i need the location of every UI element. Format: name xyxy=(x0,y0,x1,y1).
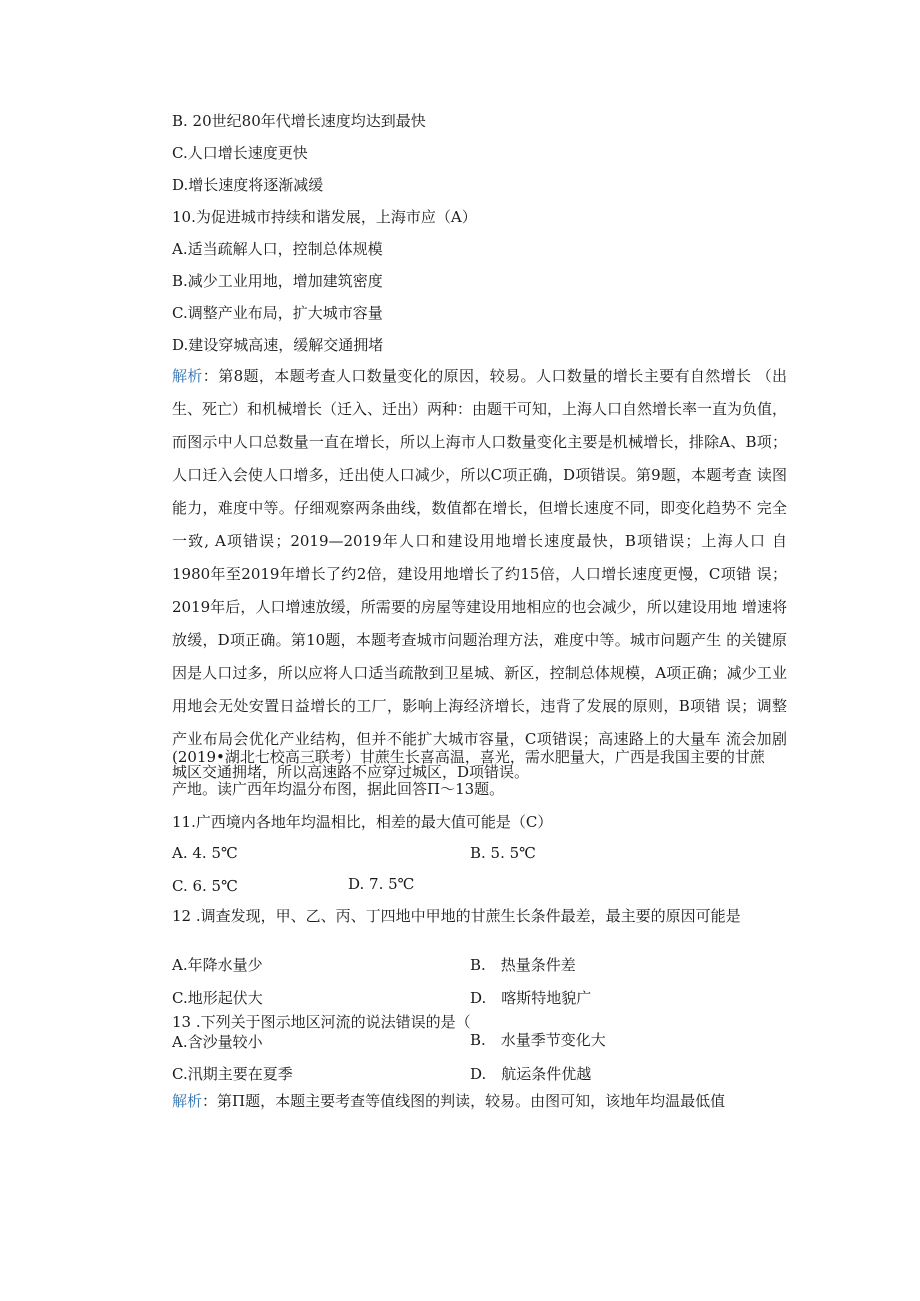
q10-option-a: A.适当疏解人口，控制总体规模 xyxy=(172,240,383,258)
q10-option-d: D.建设穿城高速，缓解交通拥堵 xyxy=(172,336,384,354)
q13-option-a: A.含沙量较小 xyxy=(172,1033,263,1051)
q13-stem: 13 .下列关于图示地区河流的说法错误的是（ xyxy=(172,1013,471,1031)
q12-option-a: A.年降水量少 xyxy=(172,956,263,974)
q12-stem: 12 .调查发现，甲、乙、丙、丁四地中甲地的甘蔗生长条件最差，最主要的原因可能是 xyxy=(172,907,741,925)
q12-option-d: D. 喀斯特地貌广 xyxy=(470,989,592,1007)
q12-option-c: C.地形起伏大 xyxy=(172,989,263,1007)
q12-option-b: B. 热量条件差 xyxy=(470,956,576,974)
q10-option-c: C.调整产业布局，扩大城市容量 xyxy=(172,304,383,322)
analysis-paragraph-2 xyxy=(172,1091,725,1111)
analysis-paragraph-1 xyxy=(172,360,787,789)
analysis-text: ：第8题，本题考查人口数量变化的原因，较易。人口数量的增长主要有自然增长 （出生、死亡）和机械增长（迁入、迁出）两种：由题干可知，上海人口自然增长率一直为负值，而图示中人口总数量一直在增长，所以上海市人口数量变化主要是机械增长，排除A、B项；人口迁入会使人口增多，迁出使人口减少，所以C项正确，D项错误。第9题，本题考查 读图能力，难度中等。仔细观察两条曲线，数值都在增长，但增长速度不同，即变化趋势不 完全一致, A项错误；2019—2019年人口和建设用地增长速度最快，B项错误；上海人口 自1980年至2019年增长了约2倍，建设用地增长了约15倍，人口增长速度更慢，C项错 误；2019年后，人口增速放缓，所需要的房屋等建设用地相应的也会减少，所以建设用地 增速将放缓，D项正确。第10题，本题考查城市问题治理方法，难度中等。城市问题产生 的关键原因是人口过多，所以应将人口适当疏散到卫星城、新区，控制总体规模，A项正确；减少工业用地会无处安置日益增长的工厂，影响上海经济增长，违背了发展的原则，B项错 误；调整产业布局会优化产业结构，但并不能扩大城市容量，C项错误；高速路上的大量车 流会加剧城区交通拥堵，所以高速路不应穿过城区，D项错误。 xyxy=(172,367,788,781)
q11-option-c: C. 6. 5℃ xyxy=(172,877,238,895)
q9-option-d: D.增长速度将逐渐减缓 xyxy=(172,176,324,194)
q11-option-d: D. 7. 5℃ xyxy=(348,875,415,893)
analysis-label: 解析 xyxy=(172,367,203,385)
q10-stem: 10.为促进城市持续和谐发展，上海市应（A） xyxy=(172,208,477,226)
analysis-text-2: ：第Π题，本题主要考查等值线图的判读，较易。由图可知，该地年均温最低值 xyxy=(202,1092,726,1110)
q9-option-b: B. 20世纪80年代增长速度均达到最快 xyxy=(172,112,426,130)
intro-line-1: (2019•湖北七校高三联考）甘蔗生长喜高温，喜光，需水肥量大，广西是我国主要的甘蔗 xyxy=(172,748,765,766)
q11-option-a: A. 4. 5℃ xyxy=(172,844,238,862)
q11-option-b: B. 5. 5℃ xyxy=(470,844,536,862)
q10-option-b: B.减少工业用地，增加建筑密度 xyxy=(172,272,383,290)
analysis-label-2: 解析 xyxy=(172,1092,203,1110)
q11-stem: 11.广西境内各地年均温相比，相差的最大值可能是（C） xyxy=(172,813,553,831)
q13-option-b: B. 水量季节变化大 xyxy=(470,1031,606,1049)
intro-line-2: 产地。读广西年均温分布图，据此回答Π～13题。 xyxy=(172,780,505,798)
q9-option-c: C.人口增长速度更快 xyxy=(172,144,308,162)
q13-option-c: C.汛期主要在夏季 xyxy=(172,1065,293,1083)
q13-option-d: D. 航运条件优越 xyxy=(470,1065,592,1083)
